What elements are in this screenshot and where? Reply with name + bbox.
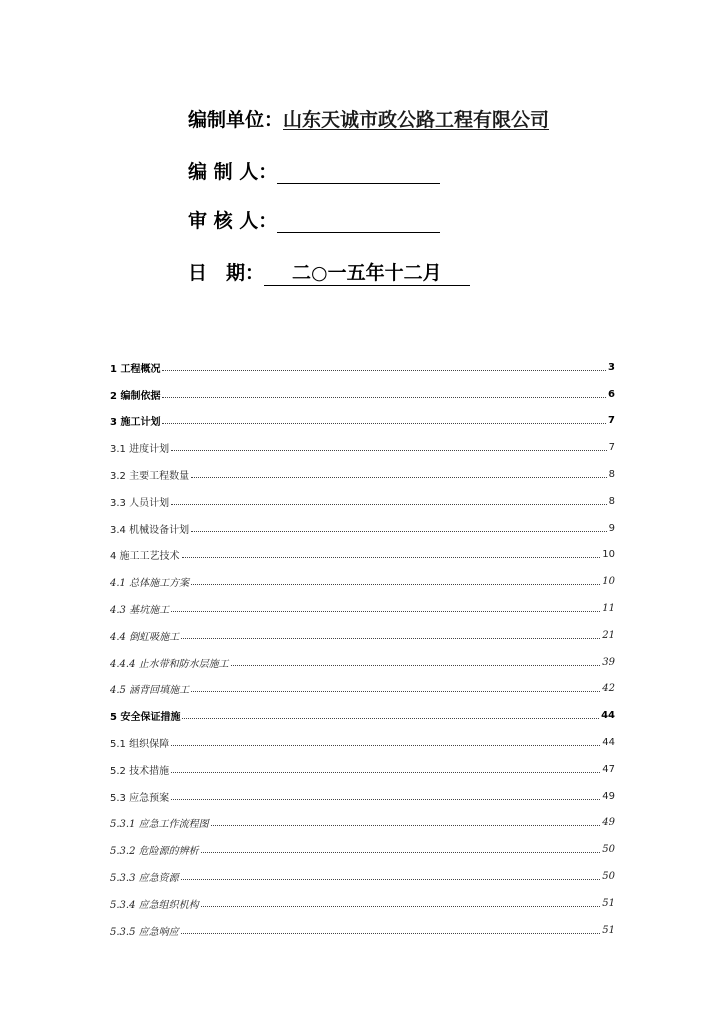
toc-leader-dots: [191, 584, 600, 585]
reviewer-line: [188, 206, 440, 233]
toc-entry-page: 6: [608, 388, 615, 400]
toc-entry[interactable]: [110, 354, 615, 381]
toc-entry-title: 1 工程概况: [110, 360, 161, 375]
toc-entry[interactable]: [110, 756, 615, 783]
author-label: 编 制 人：: [188, 161, 278, 183]
toc-entry[interactable]: [110, 595, 615, 622]
toc-entry[interactable]: [110, 836, 615, 863]
toc-entry-title: 4.4 倒虹吸施工: [110, 628, 180, 643]
toc-entry-page: 11: [602, 603, 615, 615]
toc-entry[interactable]: [110, 434, 615, 461]
toc-entry-page: 44: [602, 737, 615, 749]
toc-leader-dots: [182, 718, 599, 719]
toc-entry-title: 4 施工工艺技术: [110, 547, 181, 562]
toc-leader-dots: [201, 852, 601, 853]
toc-entry-page: 44: [601, 710, 615, 722]
toc-entry[interactable]: [110, 676, 615, 703]
toc-entry[interactable]: [110, 515, 615, 542]
unit-line: [188, 105, 549, 132]
unit-value: 山东天诚市政公路工程有限公司: [283, 109, 550, 131]
toc-entry-title: 4.1 总体施工方案: [110, 574, 190, 589]
toc-entry[interactable]: [110, 917, 615, 944]
toc-entry-title: 5.2 技术措施: [110, 762, 170, 777]
toc-entry-title: 4.5 涵背回填施工: [110, 681, 190, 696]
toc-entry-title: 5.3.2 危险源的辨析: [110, 842, 200, 857]
unit-label: 编制单位：: [188, 109, 284, 131]
toc-entry-title: 5.1 组织保障: [110, 735, 170, 750]
toc-entry[interactable]: [110, 622, 615, 649]
toc-leader-dots: [181, 933, 601, 934]
reviewer-label: 审 核 人：: [188, 210, 278, 232]
toc-entry-page: 10: [602, 576, 615, 588]
toc-entry-title: 4.3 基坑施工: [110, 601, 170, 616]
toc-entry[interactable]: [110, 810, 615, 837]
toc-entry-page: 10: [602, 549, 615, 561]
toc-entry-title: 5.3.5 应急响应: [110, 923, 180, 938]
toc-entry-page: 49: [602, 817, 615, 829]
toc-leader-dots: [171, 745, 600, 746]
table-of-contents: [110, 354, 615, 944]
toc-entry-title: 4.4.4 止水带和防水层施工: [110, 655, 230, 670]
toc-entry-title: 3 施工计划: [110, 413, 161, 428]
toc-entry-page: 7: [608, 442, 615, 454]
toc-entry-title: 5.3 应急预案: [110, 789, 170, 804]
toc-entry-page: 51: [602, 897, 615, 909]
toc-leader-dots: [171, 799, 600, 800]
toc-entry-page: 9: [608, 522, 615, 534]
toc-entry[interactable]: [110, 488, 615, 515]
toc-leader-dots: [182, 557, 601, 558]
toc-entry[interactable]: [110, 542, 615, 569]
author-blank: [277, 165, 440, 184]
toc-leader-dots: [201, 906, 601, 907]
toc-entry-title: 5.3.1 应急工作流程图: [110, 815, 210, 830]
reviewer-blank: [277, 214, 440, 233]
toc-entry-page: 8: [608, 469, 615, 481]
toc-entry-page: 21: [602, 629, 615, 641]
toc-entry-title: 5.3.3 应急资源: [110, 869, 180, 884]
toc-entry-page: 50: [602, 871, 615, 883]
toc-entry-page: 7: [608, 415, 615, 427]
toc-entry-page: 50: [602, 844, 615, 856]
toc-leader-dots: [171, 611, 600, 612]
toc-entry[interactable]: [110, 702, 615, 729]
toc-entry-title: 5 安全保证措施: [110, 708, 181, 723]
toc-leader-dots: [162, 370, 606, 371]
date-value: 二○一五年十二月: [264, 258, 470, 286]
toc-leader-dots: [181, 638, 600, 639]
toc-entry[interactable]: [110, 568, 615, 595]
toc-entry[interactable]: [110, 729, 615, 756]
toc-leader-dots: [191, 477, 607, 478]
toc-entry[interactable]: [110, 890, 615, 917]
toc-entry[interactable]: [110, 783, 615, 810]
toc-entry-title: 3.1 进度计划: [110, 440, 170, 455]
toc-entry-page: 3: [608, 361, 615, 373]
toc-leader-dots: [231, 665, 601, 666]
toc-entry-page: 8: [608, 495, 615, 507]
toc-entry-page: 42: [602, 683, 615, 695]
toc-entry-title: 3.4 机械设备计划: [110, 521, 190, 536]
date-label: 日 期：: [188, 262, 265, 284]
toc-leader-dots: [191, 531, 607, 532]
toc-leader-dots: [162, 397, 606, 398]
toc-entry-page: 39: [602, 656, 615, 668]
toc-entry-title: 2 编制依据: [110, 387, 161, 402]
toc-leader-dots: [181, 879, 601, 880]
toc-entry-title: 5.3.4 应急组织机构: [110, 896, 200, 911]
toc-leader-dots: [171, 450, 607, 451]
toc-entry-title: 3.3 人员计划: [110, 494, 170, 509]
toc-entry[interactable]: [110, 408, 615, 435]
date-line: [188, 258, 470, 286]
toc-leader-dots: [171, 504, 607, 505]
toc-leader-dots: [191, 691, 600, 692]
toc-leader-dots: [162, 423, 606, 424]
toc-entry-page: 51: [602, 924, 615, 936]
toc-leader-dots: [211, 825, 601, 826]
toc-leader-dots: [171, 772, 600, 773]
toc-entry[interactable]: [110, 381, 615, 408]
author-line: [188, 157, 440, 184]
toc-entry-title: 3.2 主要工程数量: [110, 467, 190, 482]
toc-entry-page: 47: [602, 763, 615, 775]
toc-entry[interactable]: [110, 863, 615, 890]
toc-entry[interactable]: [110, 649, 615, 676]
toc-entry[interactable]: [110, 461, 615, 488]
toc-entry-page: 49: [602, 790, 615, 802]
